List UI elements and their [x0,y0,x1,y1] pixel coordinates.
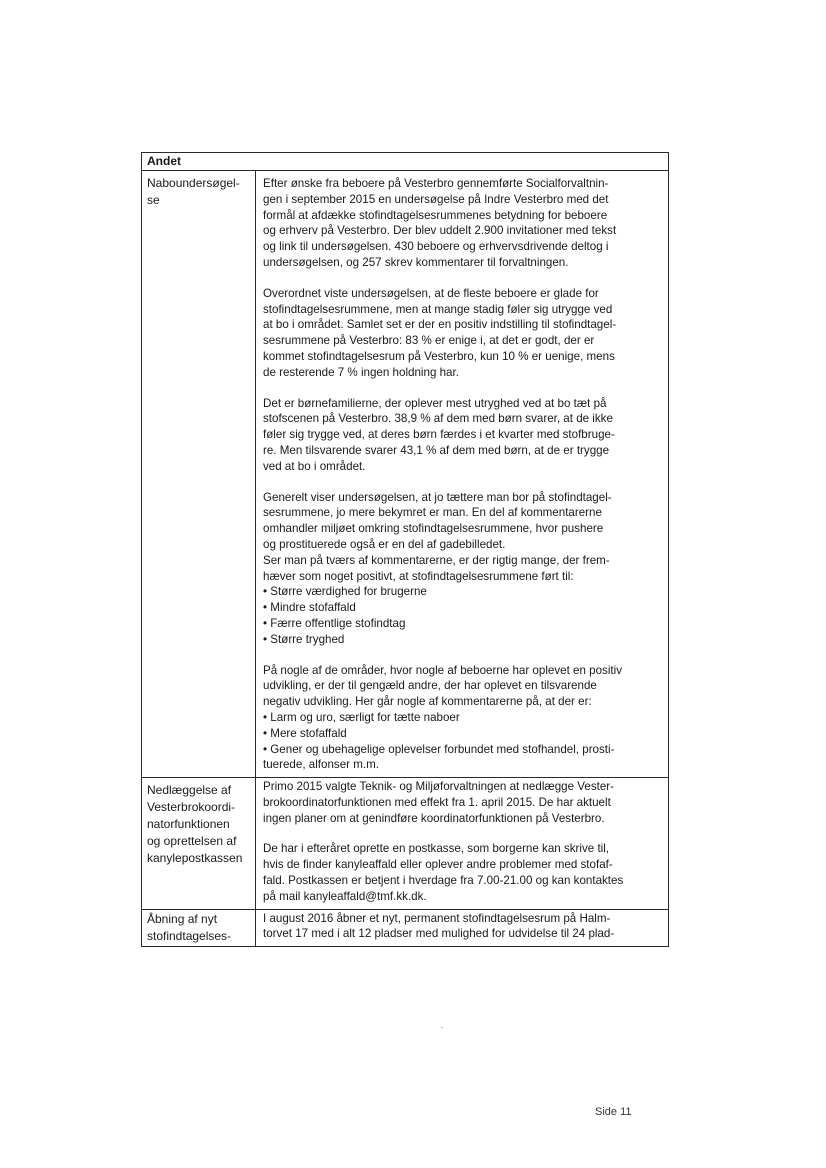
bullet-item: • Større værdighed for brugerne [263,585,427,599]
text-line: På nogle af de områder, hvor nogle af beboerne har oplevet en positiv [263,663,623,677]
bullet-item: • Større tryghed [263,632,345,646]
text-line: omhandler miljøet omkring stofindtagelsesrummene, hvor pushere [263,522,604,536]
bullet-item: • Mindre stofaffald [263,601,356,615]
text-line: udvikling, er der til gengæld andre, der har oplevet en tilsvarende [263,679,597,693]
paragraph [263,779,664,826]
info-table [141,152,669,947]
text-line: Generelt viser undersøgelsen, at jo tættere man bor på stofindtagel- [263,490,612,504]
text-line: og prostituerede også er en del af gadebilledet. [263,537,506,551]
paragraph [263,490,664,648]
text-line: ved at bo i området. [263,459,366,473]
text-line: Overordnet viste undersøgelsen, at de fleste beboere er glade for [263,286,599,300]
text-line: ingen planer om at genindføre koordinatorfunktionen på Vesterbro. [263,811,605,825]
row-body-cell [256,171,669,778]
paragraph [263,841,664,904]
bullet-item: • Larm og uro, særligt for tætte naboer [263,710,460,724]
text-line: re. Men tilsvarende svarer 43,1 % af dem med børn, at de er trygge [263,443,610,457]
paragraph [263,911,664,943]
text-line: formål at afdække stofindtagelsesrummenes betydning for beboere [263,208,608,222]
paragraph [263,286,664,381]
text-line: og link til undersøgelsen. 430 beboere og erhvervsdrivende deltog i [263,240,609,254]
paragraph [263,176,664,271]
row-label-line: stofindtagelses- [147,928,232,943]
row-label-cell [142,909,256,947]
text-line: stofscenen på Vesterbro. 38,9 % af dem med børn svarer, at de ikke [263,412,613,426]
row-label-line: Vesterbrokoordi- [147,800,236,815]
text-line: og erhverv på Vesterbro. Der blev uddelt 2.900 invitationer med tekst [263,224,617,238]
table-row [142,171,669,778]
text-line: de resterende 7 % ingen holdning har. [263,365,459,379]
text-line: tuerede, alfonser m.m. [263,758,379,772]
text-line: Primo 2015 valgte Teknik- og Miljøforvaltningen at nedlægge Vester- [263,780,615,794]
paragraph [263,663,664,774]
table-row [142,909,669,947]
text-line: De har i efteråret oprette en postkasse, som borgerne kan skrive til, [263,842,610,856]
row-body-cell [256,909,669,947]
text-line: hvis de finder kanyleaffald eller oplever andre problemer med stofaf- [263,858,613,872]
text-line: I august 2016 åbner et nyt, permanent stofindtagelsesrum på Halm- [263,911,611,925]
row-label-cell [142,171,256,778]
text-line: Efter ønske fra beboere på Vesterbro gennemførte Socialforvaltnin- [263,177,609,190]
text-line: undersøgelsen, og 257 skrev kommentarer til forvaltningen. [263,255,569,269]
text-line: på mail kanyleaffald@tmf.kk.dk. [263,889,427,903]
paragraph [263,396,664,475]
text-line: Ser man på tværs af kommentarerne, er der rigtig mange, der frem- [263,553,610,567]
text-line: hæver som noget positivt, at stofindtagelsesrummene ført til: [263,569,574,583]
page-number: Side 11 [595,1106,632,1118]
row-label-line: kanylepostkassen [147,851,243,866]
table-header-row [142,153,669,171]
row-label-line: og oprettelsen af [147,834,237,849]
bullet-item: • Gener og ubehagelige oplevelser forbundet med stofhandel, prosti- [263,742,615,756]
text-line: negativ udvikling. Her går nogle af kommentarerne på, at der er: [263,695,592,709]
row-label-line: natorfunktionen [147,817,230,832]
row-label-cell [142,778,256,910]
text-line: stofindtagelsesrummene, men at mange stadig føler sig utrygge ved [263,302,613,316]
text-line: kommet stofindtagelsesrum på Vesterbro, kun 10 % er uenige, mens [263,349,615,363]
row-label-line: Nedlæggelse af [147,783,232,798]
text-line: torvet 17 med i alt 12 pladser med mulighed for udvidelse til 24 plad- [263,927,615,941]
text-line: Det er børnefamilierne, der oplever mest utryghed ved at bo tæt på [263,396,607,410]
text-line: sesrummene på Vesterbro: 83 % er enige i, at det er godt, der er [263,334,595,348]
row-label-line: Åbning af nyt [147,911,218,926]
text-line: gen i september 2015 en undersøgelse på Indre Vesterbro med det [263,192,609,206]
scan-speck [441,1027,443,1028]
text-line: at bo i området. Samlet set er der en positiv indstilling til stofindtagel- [263,318,617,332]
table-row [142,778,669,910]
text-line: brokoordinatorfunktionen med effekt fra 1. april 2015. De har aktuelt [263,795,611,809]
text-line: føler sig trygge ved, at deres børn færdes i et kvarter med stofbruge- [263,428,615,442]
bullet-item: • Mere stofaffald [263,726,347,740]
table-header: Andet [142,153,669,171]
row-body-cell [256,778,669,910]
row-label-line: se [147,193,160,207]
row-label-line: Naboundersøgel- [147,176,240,190]
bullet-item: • Færre offentlige stofindtag [263,616,406,630]
text-line: fald. Postkassen er betjent i hverdage fra 7.00-21.00 og kan kontaktes [263,874,624,888]
text-line: sesrummene, jo mere bekymret er man. En del af kommentarerne [263,506,602,520]
